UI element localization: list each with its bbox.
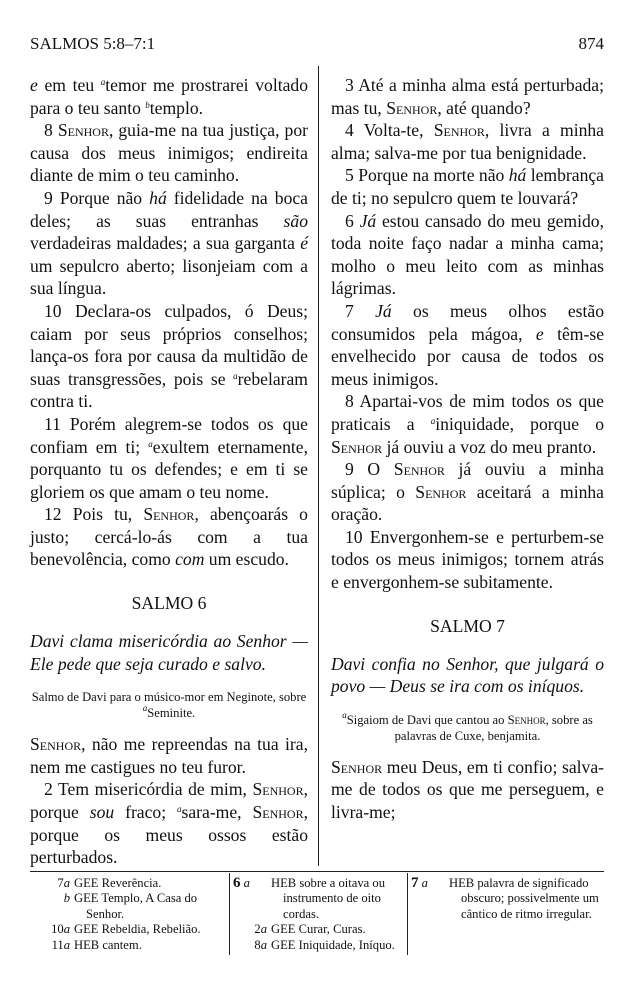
psalm-6-verse-10: 10 Envergonhem-se e perturbem-se todos os meus inimigos; tornem atrás e envergonhem-se subitamente. bbox=[331, 526, 604, 593]
footnote-marker[interactable]: a bbox=[342, 709, 347, 720]
footnote-entry[interactable]: 10a GEE Rebeldia, Rebelião. bbox=[51, 922, 201, 937]
psalm-6-verse-7: 7 Já os meus olhos estão consumidos pela mágoa, e têm-se envelhecido por causa de todos os meus inimigos. bbox=[331, 300, 605, 389]
psalm-6-verse-8: 8 Apartai-vos de mim todos os que praticais a $^a$iniquidade, porque o Senhor já ouviu a voz do meu pranto. bbox=[331, 391, 604, 457]
verse-10: 10 Declara-os culpados, ó Deus; caiam por seus próprios conselhos; lança-os fora por causa da multidão de suas transgressões, pois se $^a$rebelaram contra ti. bbox=[30, 300, 308, 412]
footnote-marker[interactable]: a bbox=[142, 703, 148, 714]
footnote-marker[interactable]: a bbox=[430, 415, 436, 426]
running-head-reference: SALMOS 5:8–7:1 bbox=[30, 34, 156, 53]
psalm-6-verse-6: 6 Já estou cansado do meu gemido, toda noite faço nadar a minha cama; molho o meu leito com as minhas lágrimas. bbox=[331, 210, 604, 299]
verse-7-continuation: e em teu $^a$temor me prostrarei voltado para o teu santo $^b$templo. bbox=[30, 75, 308, 118]
footnote-entry[interactable]: 8a GEE Iniquidade, Iníquo. bbox=[254, 937, 395, 952]
verse-8: 8 Senhor, guia-me na tua justiça, por causa dos meus inimigos; endireita diante de mim o teu caminho. bbox=[30, 120, 308, 186]
footnote-entry[interactable]: 7 a HEB palavra de significado obscuro; possivelmente um cântico de ritmo irregular. bbox=[411, 875, 599, 921]
psalm-7-superscription: $^a$Sigaiom de Davi que cantou ao Senhor, sobre as palavras de Cuxe, benjamita. bbox=[342, 709, 593, 743]
footnotes-psalm-6 bbox=[233, 876, 403, 953]
psalm-6-verse-5: 5 Porque na morte não há lembrança de ti; no sepulcro quem te louvará? bbox=[331, 165, 604, 208]
psalm-6-verse-9: 9 O Senhor já ouviu a minha súplica; o Senhor aceitará a minha oração. bbox=[331, 459, 604, 525]
footnote-entry[interactable]: 11a HEB cantem. bbox=[51, 937, 142, 952]
psalm-6-superscription: Salmo de Davi para o músico-mor em Neginote, sobre $^a$Seminite. bbox=[31, 690, 307, 721]
column-divider bbox=[318, 66, 319, 866]
footnote-column-divider bbox=[229, 873, 230, 955]
psalm-6-verse-4: 4 Volta-te, Senhor, livra a minha alma; salva-me por tua benignidade. bbox=[331, 120, 604, 163]
psalm-6-title: SALMO 6 bbox=[131, 593, 207, 614]
verse-12: 12 Pois tu, Senhor, abençoarás o justo; cercá-lo-ás com a tua benevolência, como com um escudo. bbox=[30, 504, 308, 570]
psalm-6-argument: Davi clama misericórdia ao Senhor — Ele pede que seja curado e salvo. bbox=[30, 631, 308, 674]
footnote-entry[interactable]: b GEE Templo, A Casa do Senhor. bbox=[63, 891, 198, 921]
running-header bbox=[30, 34, 604, 54]
psalm-7-verse-1: Senhor meu Deus, em ti confio; salva-me de todos os que me perseguem, e livra-me; bbox=[331, 756, 604, 823]
psalm-7-argument: Davi confia no Senhor, que julgará o povo — Deus se ira com os iníquos. bbox=[331, 653, 604, 697]
footnotes-psalm-5 bbox=[30, 876, 225, 953]
right-column bbox=[331, 74, 604, 824]
psalm-6-verse-2: 2 Tem misericórdia de mim, Senhor, porque sou fraco; $^a$sara-me, Senhor, porque os meus ossos estão perturbados. bbox=[30, 779, 308, 868]
footnote-marker[interactable]: a bbox=[148, 438, 153, 449]
psalm-6-verse-1: Senhor, não me repreendas na tua ira, nem me castigues no teu furor. bbox=[30, 734, 308, 777]
footnote-marker[interactable]: a bbox=[100, 77, 106, 87]
footnote-entry[interactable]: 2a GEE Curar, Curas. bbox=[254, 922, 366, 937]
psalm-6-verse-3: 3 Até a minha alma está perturbada; mas tu, Senhor, até quando? bbox=[331, 75, 604, 118]
footnote-column-divider bbox=[407, 873, 408, 955]
psalm-7-title: SALMO 7 bbox=[430, 615, 505, 636]
footnote-entry[interactable]: 6 a HEB sobre a oitava ou instrumento de oito cordas. bbox=[233, 875, 386, 921]
footnotes-rule bbox=[30, 871, 604, 872]
footnotes-psalm-7 bbox=[411, 876, 604, 922]
left-column bbox=[30, 74, 308, 869]
footnote-marker[interactable]: b bbox=[145, 99, 150, 110]
footnote-entry[interactable]: 7a GEE Reverência. bbox=[57, 876, 162, 890]
footnote-marker[interactable]: a bbox=[177, 804, 182, 815]
footnote-marker[interactable]: a bbox=[233, 370, 238, 381]
verse-11: 11 Porém alegrem-se todos os que confiam em ti; $^a$exultem eternamente, porquanto tu os defendes; e em ti se gloriem os que amam o teu nome. bbox=[30, 413, 308, 502]
verse-9: 9 Porque não há fidelidade na boca deles; as suas entranhas são verdadeiras maldades; a sua garganta é um sepulcro aberto; lisonjeiam com a sua língua. bbox=[30, 187, 308, 299]
page-number: 874 bbox=[578, 34, 604, 53]
